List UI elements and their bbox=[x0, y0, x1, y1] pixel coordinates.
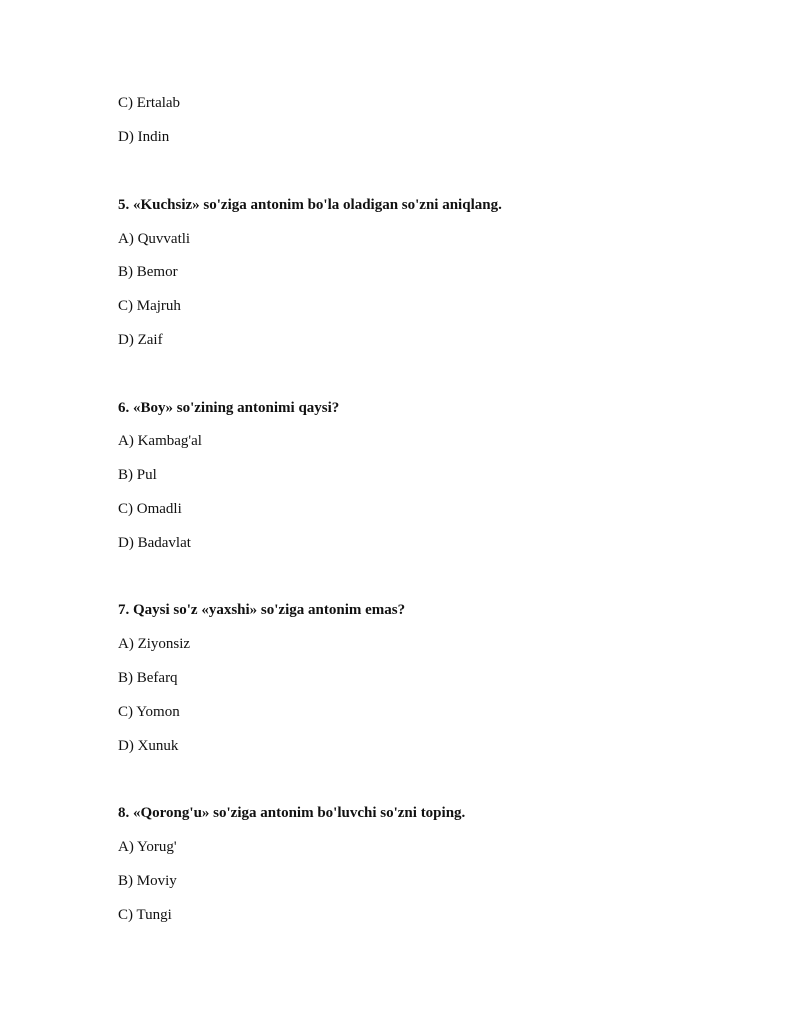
question-8: 8. «Qorong'u» so'ziga antonim bo'luvchi so'zni toping. bbox=[118, 805, 466, 821]
option-d: D) Badavlat bbox=[118, 535, 191, 551]
option-a: A) Ziyonsiz bbox=[118, 636, 191, 652]
option-c: C) Ertalab bbox=[118, 95, 181, 111]
option-b: B) Bemor bbox=[118, 264, 178, 280]
option-d: D) Indin bbox=[118, 129, 170, 145]
option-a: A) Yorug' bbox=[118, 839, 177, 855]
option-c: C) Majruh bbox=[118, 298, 181, 314]
option-b: B) Befarq bbox=[118, 670, 178, 686]
option-a: A) Quvvatli bbox=[118, 231, 191, 247]
option-c: C) Tungi bbox=[118, 907, 172, 923]
question-6: 6. «Boy» so'zining antonimi qaysi? bbox=[118, 400, 340, 416]
option-c: C) Omadli bbox=[118, 501, 182, 517]
option-c: C) Yomon bbox=[118, 704, 180, 720]
option-d: D) Xunuk bbox=[118, 738, 179, 754]
question-7: 7. Qaysi so'z «yaxshi» so'ziga antonim emas? bbox=[118, 602, 406, 618]
option-b: B) Moviy bbox=[118, 873, 177, 889]
option-a: A) Kambag'al bbox=[118, 433, 202, 449]
option-b: B) Pul bbox=[118, 467, 157, 483]
option-d: D) Zaif bbox=[118, 332, 163, 348]
question-5: 5. «Kuchsiz» so'ziga antonim bo'la oladigan so'zni aniqlang. bbox=[118, 197, 502, 213]
